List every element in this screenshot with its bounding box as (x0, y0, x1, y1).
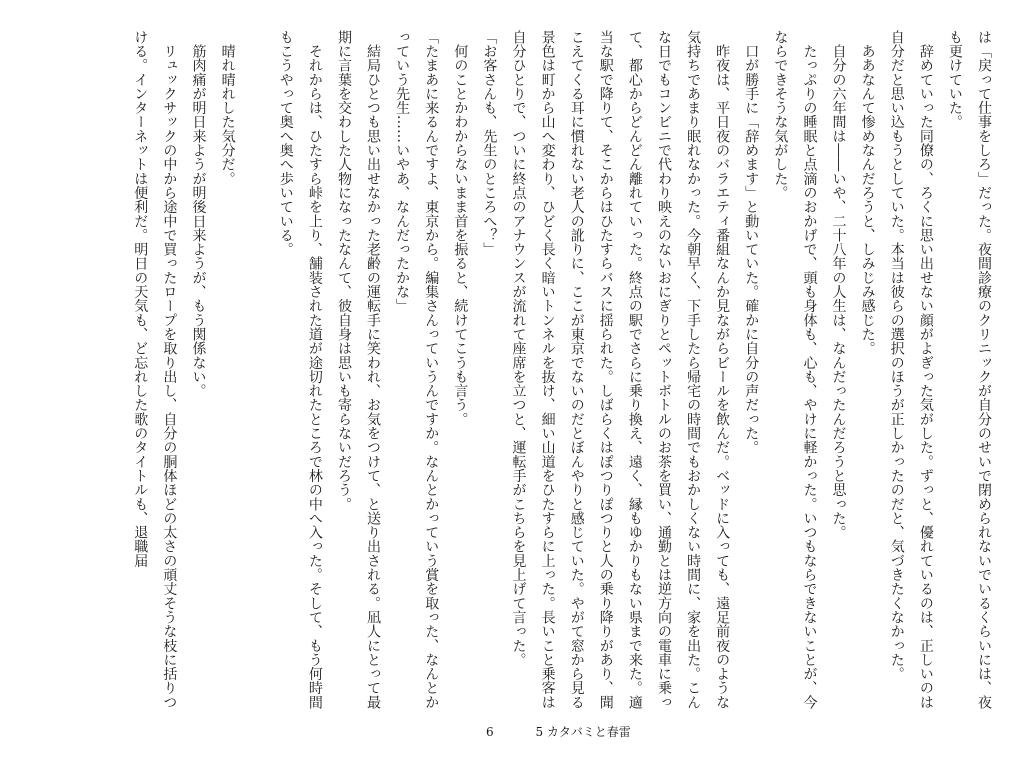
paragraph: 「たまあに来るんですよ、東京から。編集さんっていうんですか。なんとかっていう賞を取った、なんとかっていう先生……いやあ、なんだったかな」 (394, 30, 440, 710)
page-footer (486, 723, 631, 740)
paragraph: たっぷりの睡眠と点滴のおかげで、頭も身体も、心も、やけに軽かった。いつもならできないことが、今ならできそうな気がした。 (772, 30, 818, 710)
paragraph: 何のことかわからないまま首を振ると、続けてこうも言う。 (452, 30, 469, 427)
paragraph: それからは、ひたすら峠を上り、舗装された道が途切れたところで林の中へ入った。そして、もう何時間もこうやって奥へ奥へ歩いている。 (277, 30, 323, 710)
blank-line (242, 30, 271, 712)
paragraph: 自分の六年間は――いや、二十八年の人生は、なんだったんだろうと思った。 (830, 30, 847, 540)
body-text (18, 30, 998, 712)
paragraph: リュックサックの中から途中で買ったロープを取り出し、自分の胴体ほどの太さの頑丈そうな枝に括りつける。インターネットは便利だ。明日の天気も、ど忘れした歌のタイトルも、退職届 (132, 30, 178, 710)
paragraph: 辞めていった同僚の、ろくに思い出せない顔がよぎった気がした。ずっと、優れているのは、正しいのは自分だと思い込もうとしていた。本当は彼らの選択のほうが正しかったのだと、気づきたくなかった。 (888, 30, 934, 710)
paragraph: 昨夜は、平日夜のバラエティ番組なんか見ながらビールを飲んだ。ベッドに入っても、遠足前夜のような気持ちであまり眠れなかった。今朝早く、下手したら帰宅の時間でもおかしくない時間に、家を出た。こんな日でもコンビニで代わり映えのないおにぎりとペットボトルのお茶を買い、通勤とは逆方向の電車に乗って、都心からどんどん離れていった。終点の駅でさらに乗り換え、遠く、縁もゆかりもない県まで来た。適当な駅で降りて、そこからはひたすらバスに揺られた。しばらくはぽつりぽつりと人の乗り降りがあり、聞こえてくる耳に慣れない老人の訛りに、ここが東京でないのだとぼんやりと感じていた。やがて窓から見る景色は町から山へ変わり、ひどく長く暗いトンネルを抜け、細い山道をひたすらに上った。長いこと乗客は自分ひとりで、ついに終点のアナウンスが流れて座席を立つと、運転手がこちらを見上げて言った。 (510, 30, 731, 710)
paragraph: 筋肉痛が明日来ようが明後日来ようが、もう関係ない。 (190, 30, 207, 398)
page-number: 6 (486, 725, 494, 739)
running-title: 5 カタバミと春雷 (535, 725, 631, 739)
paragraph: 「お客さんも、先生のところへ？」 (481, 30, 498, 257)
paragraph: 晴れ晴れした気分だ。 (219, 30, 236, 186)
paragraph: は「戻って仕事をしろ」だった。夜間診療のクリニックが自分のせいで閉められないでいるくらいには、夜も更けていた。 (946, 30, 992, 710)
paragraph: 結局ひとつも思い出せなかった老齢の運転手に笑われ、お気をつけて、と送り出される。凪人にとって最期に言葉を交わした人物になったなんて、彼自身は思いも寄らないだろう。 (335, 30, 382, 710)
paragraph: 口が勝手に「辞めます」と動いていた。確かに自分の声だった。 (743, 30, 760, 455)
paragraph: ああなんて惨めなんだろうと、しみじみ感じた。 (859, 30, 876, 356)
